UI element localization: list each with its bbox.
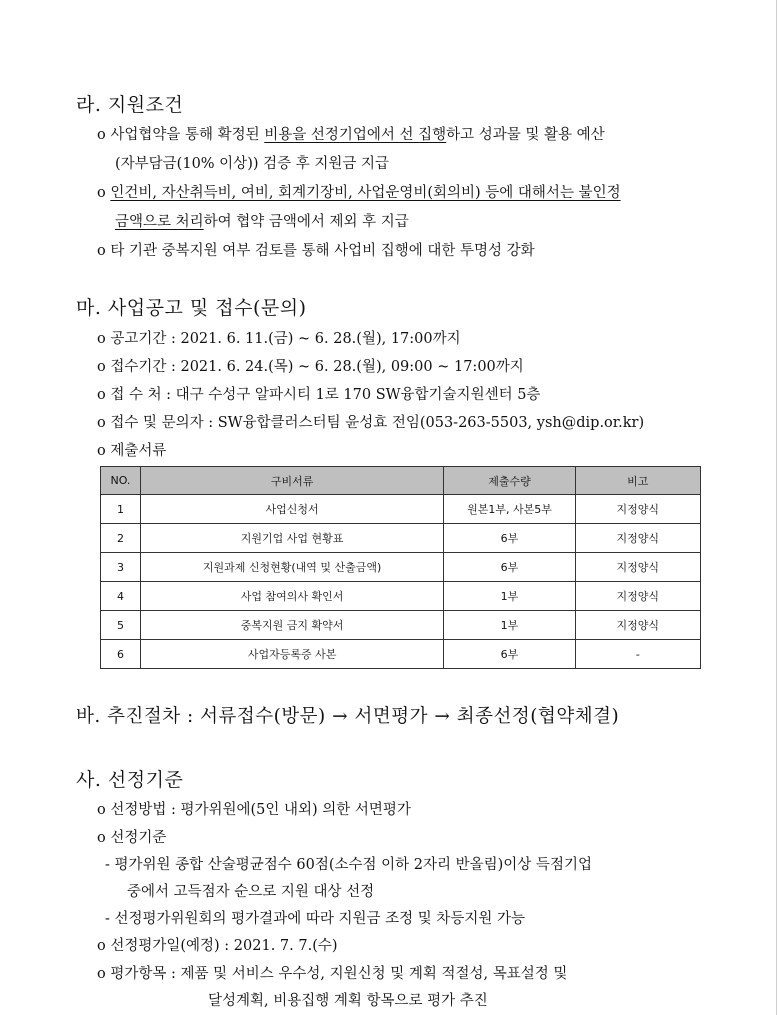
- text-segment: o: [97, 185, 111, 201]
- cell-quantity: 6부: [444, 524, 575, 553]
- table-row: [101, 582, 701, 611]
- table-row: [101, 611, 701, 640]
- table-row: [101, 553, 701, 582]
- cell-quantity: 6부: [444, 553, 575, 582]
- cell-no: 6: [101, 640, 141, 669]
- criteria-dash-1: - 평가위원 종합 산술평균점수 60점(소수점 이하 2자리 반올림)이상 득점기업: [105, 857, 592, 873]
- section-ra-bullet-2-cont: [115, 210, 409, 231]
- cell-note: 지정양식: [575, 611, 700, 640]
- evaluation-items: o 평가항목 : 제품 및 서비스 우수성, 지원신청 및 계획 적절성, 목표설정 및: [97, 966, 568, 982]
- cell-document: 사업신청서: [140, 495, 443, 524]
- section-ra-bullet-1-cont: (자부담금(10% 이상)) 검증 후 지원금 지급: [115, 156, 389, 172]
- section-ba-heading: 바. 추진절차 : 서류접수(방문) → 서면평가 → 최종선정(협약체결): [76, 706, 620, 727]
- underlined-text: 인건비, 자산취득비, 여비, 회계기장비, 사업운영비(회의비) 등에 대해서는 불인정: [110, 185, 621, 201]
- cell-document: 지원기업 사업 현황표: [140, 524, 443, 553]
- cell-note: 지정양식: [575, 582, 700, 611]
- section-sa-heading: 사. 선정기준: [76, 769, 184, 791]
- cell-quantity: 원본1부, 사본5부: [444, 495, 575, 524]
- underlined-text: 금액으로 처리: [115, 214, 204, 230]
- text-segment: 하고 성과물 및 활용 예산: [446, 127, 605, 143]
- criteria-dash-1-cont: 중에서 고득점자 순으로 지원 대상 선정: [127, 884, 375, 900]
- cell-no: 4: [101, 582, 141, 611]
- submission-period: o 접수기간 : 2021. 6. 24.(목) ~ 6. 28.(월), 09:00 ~ 17:00까지: [97, 359, 524, 375]
- submission-documents-label: o 제출서류: [97, 443, 167, 459]
- section-ra-bullet-1: [97, 123, 605, 144]
- cell-quantity: 6부: [444, 640, 575, 669]
- cell-no: 5: [101, 611, 141, 640]
- header-no: NO.: [101, 467, 141, 495]
- section-ra-bullet-3: o 타 기관 중복지원 여부 검토를 통해 사업비 집행에 대한 투명성 강화: [97, 243, 535, 259]
- cell-quantity: 1부: [444, 582, 575, 611]
- table-header-row: [101, 467, 701, 495]
- section-ra-bullet-2: [97, 181, 621, 202]
- cell-note: 지정양식: [575, 524, 700, 553]
- cell-document: 사업자등록증 사본: [140, 640, 443, 669]
- evaluation-date: o 선정평가일(예정) : 2021. 7. 7.(수): [97, 938, 338, 954]
- header-note: 비고: [575, 467, 700, 495]
- cell-note: -: [575, 640, 700, 669]
- header-quantity: 제출수량: [444, 467, 575, 495]
- documents-table: [100, 466, 701, 669]
- table-row: [101, 524, 701, 553]
- table-row: [101, 495, 701, 524]
- text-segment: o 사업협약을 통해 확정된: [97, 127, 265, 143]
- table-row: [101, 640, 701, 669]
- cell-quantity: 1부: [444, 611, 575, 640]
- underlined-text: 비용을 선정기업에서 선 집행: [264, 127, 447, 143]
- page-edge-divider: [776, 0, 777, 1015]
- cell-document: 지원과제 신청현황(내역 및 산출금액): [140, 553, 443, 582]
- criteria-dash-2: - 선정평가위원회의 평가결과에 따라 지원금 조정 및 차등지원 가능: [105, 911, 525, 927]
- cell-document: 사업 참여의사 확인서: [140, 582, 443, 611]
- cell-note: 지정양식: [575, 495, 700, 524]
- section-ra-heading: 라. 지원조건: [76, 94, 184, 116]
- selection-criteria-label: o 선정기준: [97, 830, 167, 846]
- evaluation-items-cont: 달성계획, 비용집행 계획 항목으로 평가 추진: [208, 993, 488, 1009]
- text-segment: 하여 협약 금액에서 제외 후 지급: [203, 214, 409, 230]
- cell-no: 1: [101, 495, 141, 524]
- section-ma-heading: 마. 사업공고 및 접수(문의): [76, 297, 307, 319]
- announcement-period: o 공고기간 : 2021. 6. 11.(금) ~ 6. 28.(월), 17:00까지: [97, 331, 461, 347]
- submission-location: o 접 수 처 : 대구 수성구 알파시티 1로 170 SW융합기술지원센터 5층: [97, 387, 541, 403]
- selection-method: o 선정방법 : 평가위원에(5인 내외) 의한 서면평가: [97, 802, 411, 818]
- cell-document: 중복지원 금지 확약서: [140, 611, 443, 640]
- cell-note: 지정양식: [575, 553, 700, 582]
- cell-no: 2: [101, 524, 141, 553]
- contact-info: o 접수 및 문의자 : SW융합클러스터팀 윤성효 전임(053-263-5503, ysh@dip.or.kr): [97, 415, 645, 431]
- header-document: 구비서류: [140, 467, 443, 495]
- cell-no: 3: [101, 553, 141, 582]
